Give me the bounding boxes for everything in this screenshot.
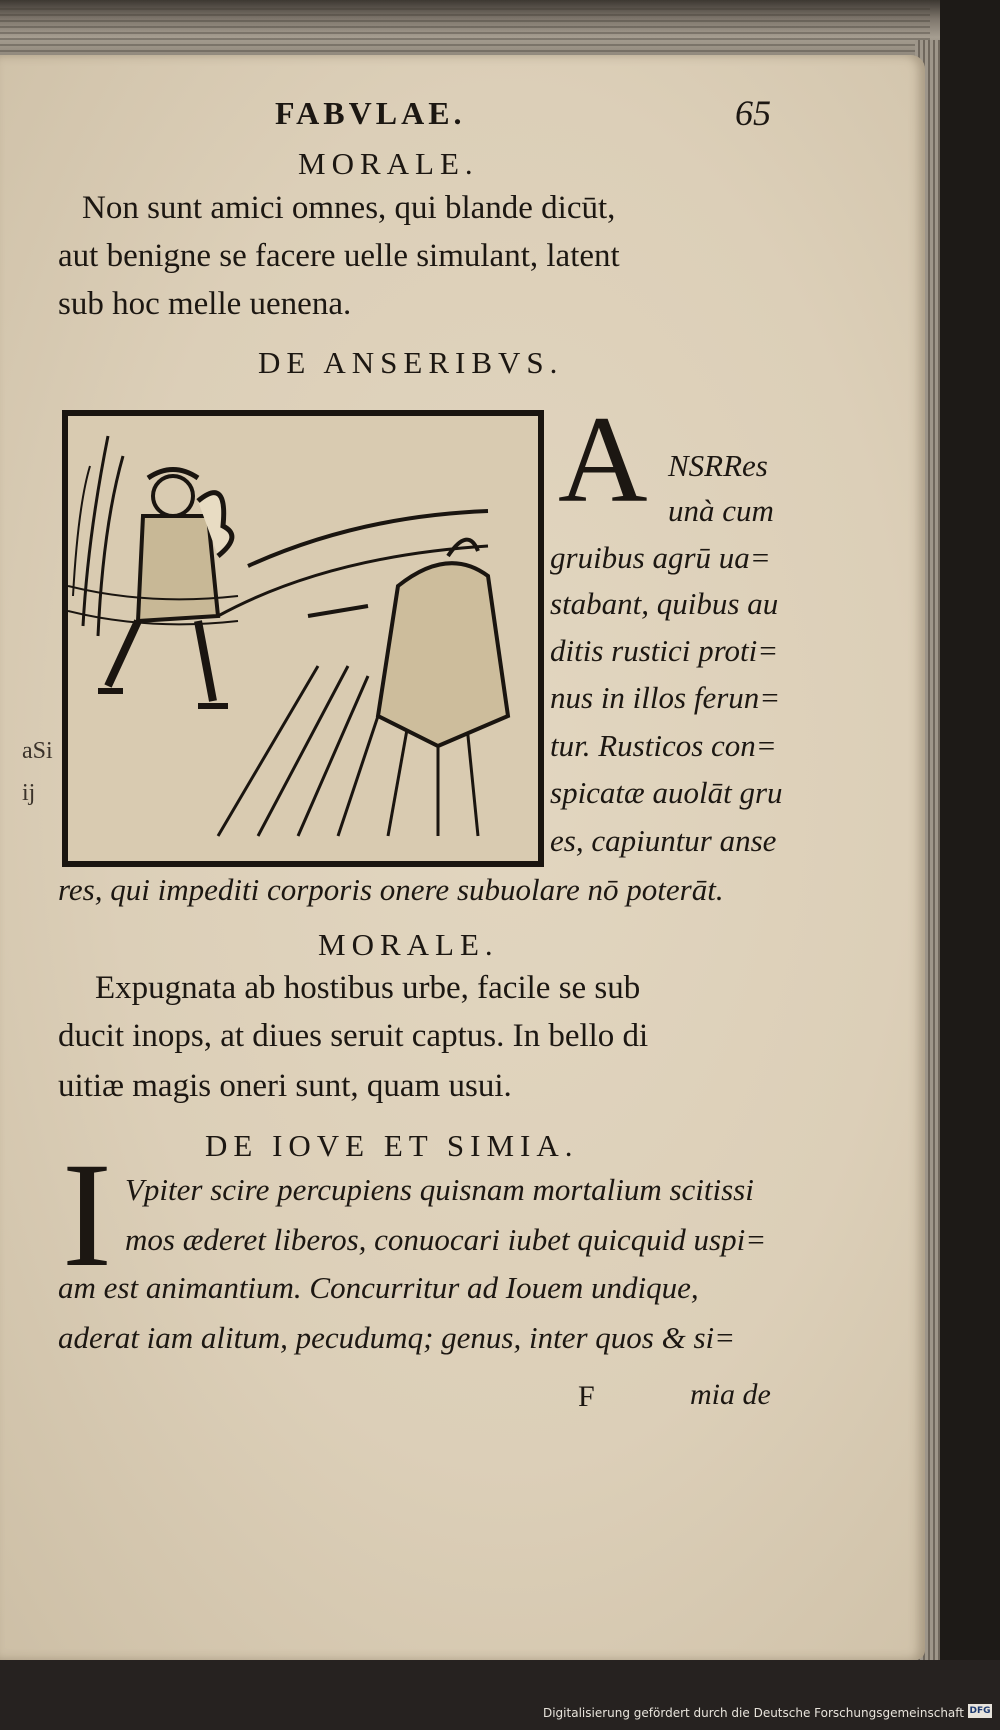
moral-line: sub hoc melle uenena.: [58, 286, 352, 322]
digitization-credit: Digitalisierung gefördert durch die Deutsche Forschungsgemeinschaft: [542, 1706, 964, 1720]
fable-text-line: unà cum: [668, 493, 774, 528]
drop-cap-a: A: [558, 391, 648, 528]
fable-text-line: aderat iam alitum, pecudumq; genus, inter quos & si=: [58, 1320, 736, 1355]
fable-text-line: mos æderet liberos, conuocari iubet quicquid uspi=: [125, 1222, 767, 1257]
scan-background: [940, 0, 1000, 1730]
catchword: mia de: [690, 1378, 771, 1411]
moral-line: Expugnata ab hostibus urbe, facile se sub: [95, 970, 641, 1006]
page-number: 65: [735, 93, 771, 133]
moral-line: ducit inops, at diues seruit captus. In bello di: [58, 1018, 649, 1054]
fable-text-line: es, capiuntur anse: [550, 823, 777, 858]
page-block-top-edge: [0, 0, 940, 62]
fable-text-line: stabant, quibus au: [550, 586, 779, 621]
moral-line: aut benigne se facere uelle simulant, latent: [58, 238, 620, 274]
signature-mark: F: [578, 1380, 595, 1413]
moral-heading: MORALE.: [318, 927, 499, 962]
fable-text-line: res, qui impediti corporis onere subuolare nō poterāt.: [58, 872, 724, 907]
margin-note: ij: [22, 780, 36, 806]
fable-text-line: am est animantium. Concurritur ad Iouem undique,: [58, 1270, 699, 1305]
moral-line: Non sunt amici omnes, qui blande dicūt,: [82, 190, 616, 226]
fable-text-line: ditis rustici proti=: [550, 633, 779, 668]
fable-text-line: nus in illos ferun=: [550, 680, 781, 715]
fable-text-line: tur. Rusticos con=: [550, 728, 777, 763]
fable-text-line: spicatæ auolāt gru: [550, 775, 783, 810]
dfg-logo: DFG: [969, 1706, 991, 1716]
woodcut-illustration: [62, 410, 544, 867]
moral-heading: MORALE.: [298, 146, 479, 181]
fable-heading: DE IOVE ET SIMIA.: [205, 1128, 579, 1163]
fable-text-line: Vpiter scire percupiens quisnam mortalium scitissi: [125, 1172, 754, 1207]
fable-heading: DE ANSERIBVS.: [258, 345, 564, 380]
drop-cap-i: I: [62, 1132, 112, 1298]
fable-text-line: NSRRes: [668, 448, 768, 483]
moral-line: uitiæ magis oneri sunt, quam usui.: [58, 1068, 512, 1104]
margin-note: aSi: [22, 738, 53, 764]
woodcut-drawing: [68, 416, 538, 861]
running-title: FABVLAE.: [275, 95, 466, 131]
fable-text-line: gruibus agrū ua=: [550, 540, 771, 575]
